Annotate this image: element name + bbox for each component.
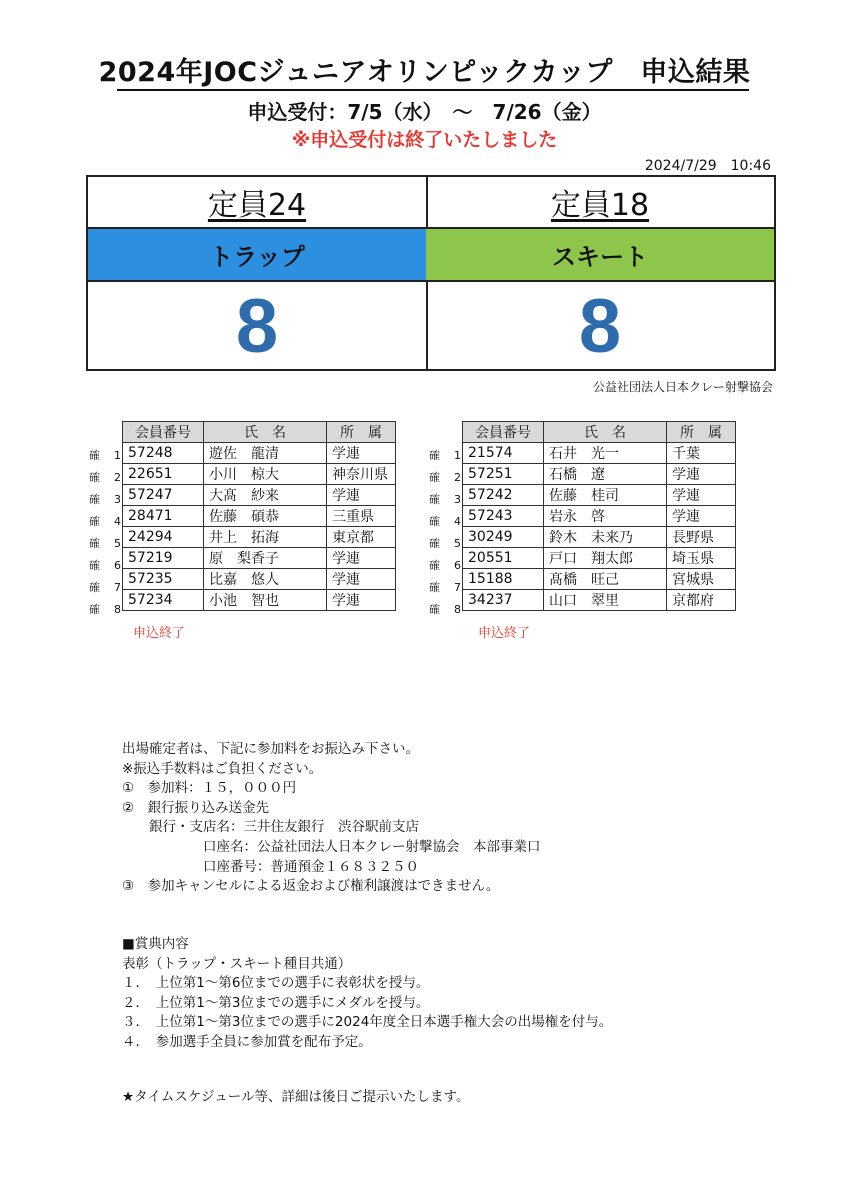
member-name: 石橋 遼 [544, 464, 667, 485]
confirmed-marker: 確 4 [429, 515, 461, 528]
confirmed-marker: 確 4 [89, 515, 121, 528]
member-name: 井上 拓海 [204, 527, 327, 548]
member-id: 57247 [123, 485, 204, 506]
skeet-summary [426, 177, 774, 369]
member-affiliation: 学連 [327, 590, 396, 611]
table-row [463, 464, 736, 485]
member-id: 24294 [123, 527, 204, 548]
member-name: 遊佐 龍清 [204, 443, 327, 464]
member-id: 20551 [463, 548, 544, 569]
member-name: 大髙 紗来 [204, 485, 327, 506]
member-affiliation: 学連 [327, 548, 396, 569]
note-line: ① 参加料：１５，０００円 [122, 780, 297, 797]
table-header-row [463, 422, 736, 443]
awards-line: ４． 参加選手全員に参加賞を配布予定。 [122, 1033, 372, 1050]
member-affiliation: 学連 [327, 443, 396, 464]
member-affiliation: 長野県 [667, 527, 736, 548]
confirmed-marker: 確 7 [429, 581, 461, 594]
member-id: 57248 [123, 443, 204, 464]
note-line: 出場確定者は、下記に参加料をお振込み下さい。 [122, 741, 419, 757]
summary-box [86, 175, 776, 371]
col-name: 氏 名 [204, 422, 327, 443]
awards-line: １． 上位第1～第6位までの選手に表彰状を授与。 [122, 975, 430, 992]
schedule-note: ★タイムスケジュール等、詳細は後日ご提示いたします。 [122, 1089, 470, 1105]
member-name: 小池 智也 [204, 590, 327, 611]
awards-heading: ■賞典内容 [122, 936, 189, 952]
trap-closed-label: 申込終了 [133, 626, 186, 641]
confirmed-marker: 確 2 [429, 471, 461, 484]
member-name: 戸口 翔太郎 [544, 548, 667, 569]
note-line: 口座名：公益社団法人日本クレー射撃協会 本部事業口 [122, 838, 541, 855]
member-id: 15188 [463, 569, 544, 590]
table-row [123, 464, 396, 485]
member-id: 57234 [123, 590, 204, 611]
table-row [123, 506, 396, 527]
confirmed-marker: 確 5 [429, 537, 461, 550]
member-id: 28471 [123, 506, 204, 527]
member-affiliation: 学連 [327, 569, 396, 590]
member-name: 鈴木 未来乃 [544, 527, 667, 548]
table-row [123, 548, 396, 569]
member-name: 比嘉 悠人 [204, 569, 327, 590]
table-row [463, 485, 736, 506]
note-line: 銀行・支店名：三井住友銀行 渋谷駅前支店 [122, 819, 419, 836]
confirmed-marker: 確 2 [89, 471, 121, 484]
member-name: 原 梨香子 [204, 548, 327, 569]
trap-roster-table [122, 421, 396, 611]
table-row [463, 548, 736, 569]
member-name: 髙橋 旺己 [544, 569, 667, 590]
member-name: 岩永 啓 [544, 506, 667, 527]
member-id: 57243 [463, 506, 544, 527]
member-name: 山口 翠里 [544, 590, 667, 611]
member-affiliation: 東京都 [327, 527, 396, 548]
trap-event-label: トラップ [88, 229, 426, 282]
confirmed-marker: 確 6 [429, 559, 461, 572]
member-affiliation: 京都府 [667, 590, 736, 611]
member-name: 佐藤 桂司 [544, 485, 667, 506]
note-line: 口座番号：普通預金１６８３２５０ [122, 858, 419, 875]
member-affiliation: 学連 [667, 464, 736, 485]
page-title: 2024年JOCジュニアオリンピックカップ 申込結果 [98, 57, 751, 88]
confirmed-marker: 確 7 [89, 581, 121, 594]
table-row [463, 527, 736, 548]
member-affiliation: 埼玉県 [667, 548, 736, 569]
member-affiliation: 学連 [327, 485, 396, 506]
awards-line: 表彰（トラップ・スキート種目共通） [122, 955, 352, 972]
title-underline [117, 89, 749, 91]
member-affiliation: 学連 [667, 506, 736, 527]
skeet-count: 8 [578, 284, 622, 369]
table-header-row [123, 422, 396, 443]
skeet-closed-label: 申込終了 [478, 626, 531, 641]
table-row [123, 527, 396, 548]
trap-count: 8 [235, 284, 279, 369]
table-row [463, 506, 736, 527]
timestamp: 2024/7/29 10:46 [644, 158, 771, 174]
closed-notice: ※申込受付は終了いたしました [291, 129, 558, 151]
skeet-event-label: スキート [426, 229, 774, 282]
confirmed-marker: 確 3 [89, 493, 121, 506]
col-name: 氏 名 [544, 422, 667, 443]
col-affiliation: 所 属 [327, 422, 396, 443]
trap-capacity: 定員24 [207, 188, 307, 223]
member-affiliation: 千葉 [667, 443, 736, 464]
member-affiliation: 宮城県 [667, 569, 736, 590]
confirmed-marker: 確 8 [89, 603, 121, 616]
trap-summary [88, 177, 428, 369]
member-id: 30249 [463, 527, 544, 548]
association-name: 公益社団法人日本クレー射撃協会 [592, 380, 773, 394]
table-row [463, 590, 736, 611]
member-id: 34237 [463, 590, 544, 611]
table-row [123, 569, 396, 590]
skeet-capacity: 定員18 [550, 188, 650, 223]
confirmed-marker: 確 6 [89, 559, 121, 572]
member-id: 57219 [123, 548, 204, 569]
table-row [463, 569, 736, 590]
awards-line: ３． 上位第1～第3位までの選手に2024年度全日本選手権大会の出場権を付与。 [122, 1014, 613, 1031]
confirmed-marker: 確 5 [89, 537, 121, 550]
awards-line: ２． 上位第1～第3位までの選手にメダルを授与。 [122, 994, 430, 1011]
confirmed-marker: 確 3 [429, 493, 461, 506]
table-row [463, 443, 736, 464]
confirmed-marker: 確 1 [89, 449, 121, 462]
member-id: 57235 [123, 569, 204, 590]
payment-notes [122, 740, 541, 897]
member-name: 石井 光一 [544, 443, 667, 464]
member-id: 21574 [463, 443, 544, 464]
member-name: 小川 椋大 [204, 464, 327, 485]
table-row [123, 443, 396, 464]
awards-section [122, 935, 612, 1053]
member-name: 佐藤 碩恭 [204, 506, 327, 527]
note-line: ※振込手数料はご負担ください。 [122, 760, 323, 777]
col-affiliation: 所 属 [667, 422, 736, 443]
application-period: 申込受付：7/5（水） ～ 7/26（金） [247, 100, 602, 124]
skeet-roster-table [462, 421, 736, 611]
confirmed-marker: 確 8 [429, 603, 461, 616]
member-affiliation: 神奈川県 [327, 464, 396, 485]
confirmed-marker: 確 1 [429, 449, 461, 462]
col-member-id: 会員番号 [463, 422, 544, 443]
table-row [123, 485, 396, 506]
member-affiliation: 三重県 [327, 506, 396, 527]
table-row [123, 590, 396, 611]
member-affiliation: 学連 [667, 485, 736, 506]
note-line: ② 銀行振り込み送金先 [122, 799, 270, 816]
member-id: 57251 [463, 464, 544, 485]
col-member-id: 会員番号 [123, 422, 204, 443]
member-id: 57242 [463, 485, 544, 506]
member-id: 22651 [123, 464, 204, 485]
note-line: ③ 参加キャンセルによる返金および権利譲渡はできません。 [122, 878, 500, 895]
